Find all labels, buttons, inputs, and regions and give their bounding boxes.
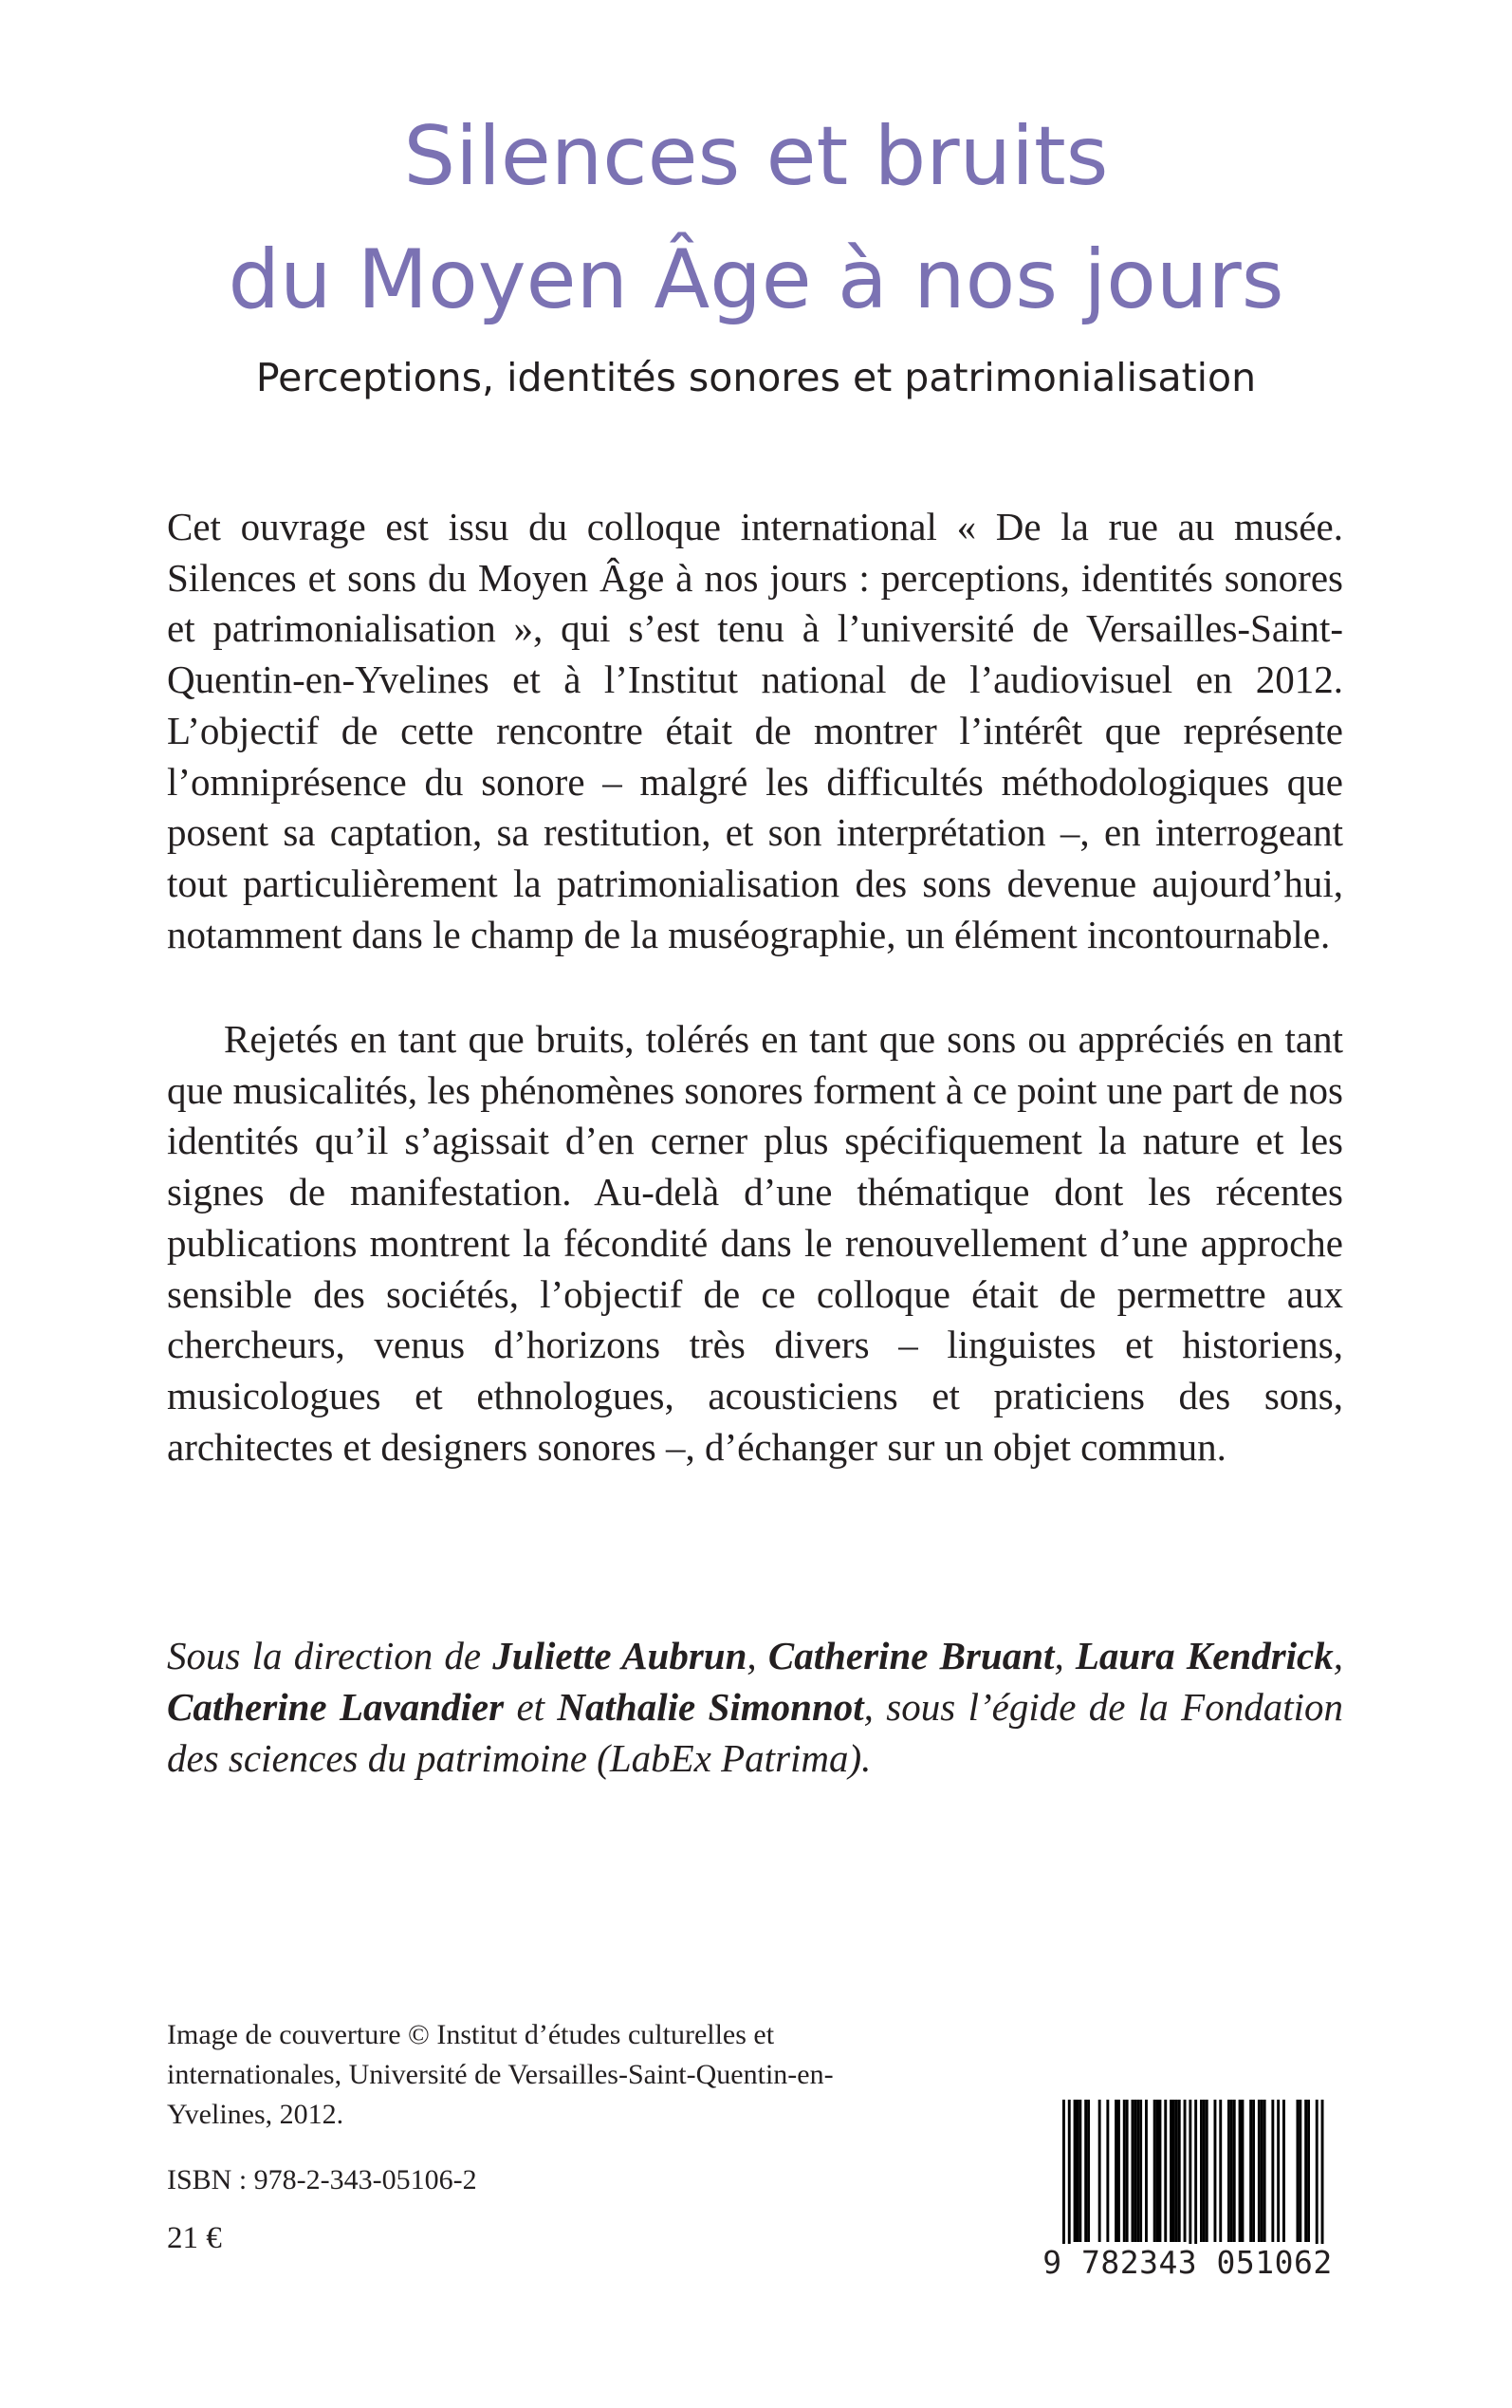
barcode-digits: 9 782343 051062 <box>1036 2244 1339 2282</box>
barcode-bar <box>1227 2100 1230 2242</box>
price: 21 € <box>167 2221 222 2255</box>
barcode-bar <box>1189 2100 1191 2261</box>
barcode-bar <box>1136 2100 1139 2242</box>
barcode-bar <box>1233 2100 1236 2242</box>
barcode-bar <box>1062 2100 1065 2261</box>
credits-separator: , <box>747 1634 768 1677</box>
barcode-bar <box>1258 2100 1261 2242</box>
blurb-paragraph-2: Rejetés en tant que bruits, tolérés en tant que sons ou appréciés en tant que musicalités, les phénomènes sonores forment à ce point une part de nos identités qu’il s’agissait d’en cerner plus spécifiquement la nature et les signes de manifestation. Au-delà d’une thématique dont les récentes publications montrent la fécondité dans le renouvellement d’une approche sensible des sociétés, l’objectif de ce colloque était de permettre aux chercheurs, venus d’horizons très divers – linguistes et historiens, musicologues et ethnologues, acousticiens et praticiens des sons, architectes et designers sonores –, d’échanger sur un objet commun. <box>167 1017 1343 1469</box>
barcode-bar <box>1175 2100 1178 2242</box>
barcode-bar <box>1087 2100 1090 2242</box>
barcode-bar <box>1297 2100 1300 2242</box>
editor-name: Juliette Aubrun <box>492 1634 747 1677</box>
credits-outro: , sous l’égide de la Fondation des sciences du patrimoine (LabEx Patrima). <box>167 1685 1343 1780</box>
barcode-bar <box>1172 2100 1175 2242</box>
barcode-bar <box>1156 2100 1159 2242</box>
barcode-bar <box>1132 2100 1134 2242</box>
barcode-bar <box>1200 2100 1203 2242</box>
barcode-bar <box>1194 2100 1197 2261</box>
barcode-bar <box>1282 2100 1285 2242</box>
barcode-bar <box>1164 2100 1167 2242</box>
barcode-bar <box>1170 2100 1172 2242</box>
barcode-bar <box>1230 2100 1233 2242</box>
barcode-bar <box>1074 2100 1077 2242</box>
barcode <box>1036 2100 1339 2286</box>
book-title-line-2: du Moyen Âge à nos jours <box>228 232 1284 327</box>
credits-separator: , <box>1054 1634 1076 1677</box>
barcode-bar <box>1153 2100 1156 2242</box>
barcode-bar <box>1139 2100 1142 2242</box>
credits-separator: et <box>504 1685 558 1729</box>
editorial-credits <box>167 1630 1343 1784</box>
barcode-bar <box>1126 2100 1129 2242</box>
barcode-bar <box>1242 2100 1245 2242</box>
barcode-bar <box>1206 2100 1208 2242</box>
barcode-bar <box>1219 2100 1222 2242</box>
barcode-bar <box>1321 2100 1324 2261</box>
barcode-bar <box>1263 2100 1266 2242</box>
barcode-bar <box>1178 2100 1181 2242</box>
barcode-bar <box>1249 2100 1252 2242</box>
editor-name: Catherine Bruant <box>767 1634 1055 1677</box>
barcode-bar <box>1271 2100 1274 2242</box>
barcode-bar <box>1115 2100 1117 2242</box>
barcode-bar <box>1106 2100 1109 2242</box>
barcode-bar <box>1299 2100 1301 2242</box>
barcode-bar <box>1079 2100 1081 2242</box>
barcode-bar <box>1145 2100 1148 2242</box>
barcode-bar <box>1098 2100 1101 2242</box>
barcode-bar <box>1077 2100 1079 2242</box>
barcode-bar <box>1252 2100 1255 2242</box>
barcode-bar <box>1203 2100 1206 2242</box>
book-subtitle: Perceptions, identités sonores et patrimonialisation <box>255 355 1257 400</box>
blurb-paragraph-1: Cet ouvrage est issu du colloque international « De la rue au musée. Silences et sons du Moyen Âge à nos jours : perceptions, identités sonores et patrimonialisation », qui s’est tenu à l’université de Versailles-Saint-Quentin-en-Yvelines et à l’Institut national de l’audiovisuel en 2012. L’objectif de cette rencontre était de montrer l’intérêt que représente l’omniprésence du sonore – malgré les difficultés méthodologiques que posent sa captation, sa restitution, et son interprétation –, en interrogeant tout particulièrement la patrimonialisation des sons devenue aujourd’hui, notamment dans le champ de la muséographie, un élément incontournable. <box>167 505 1343 956</box>
barcode-bar <box>1304 2100 1307 2242</box>
editor-name: Nathalie Simonnot <box>557 1685 864 1729</box>
barcode-bar <box>1184 2100 1187 2242</box>
credits-separator: , <box>1333 1634 1344 1677</box>
book-title-line-1: Silences et bruits <box>403 109 1109 204</box>
credits-intro: Sous la direction de <box>167 1634 493 1677</box>
barcode-bar <box>1261 2100 1263 2242</box>
barcode-bar <box>1134 2100 1136 2242</box>
barcode-bar <box>1239 2100 1242 2242</box>
isbn: ISBN : 978-2-343-05106-2 <box>167 2164 477 2195</box>
barcode-bar <box>1084 2100 1087 2242</box>
editor-name: Catherine Lavandier <box>167 1685 505 1729</box>
barcode-bar <box>1117 2100 1120 2242</box>
barcode-bar <box>1123 2100 1126 2242</box>
barcode-bar <box>1214 2100 1217 2242</box>
barcode-bar <box>1307 2100 1310 2242</box>
barcode-bar <box>1277 2100 1280 2242</box>
barcode-bar <box>1316 2100 1318 2261</box>
cover-image-credit: Image de couverture © Institut d’études culturelles et internationales, Université de Versailles-Saint-Quentin-en-Yvelines, 2012. <box>167 2019 834 2130</box>
editor-name: Laura Kendrick <box>1075 1634 1334 1677</box>
barcode-bar <box>1068 2100 1071 2261</box>
barcode-bar <box>1159 2100 1162 2242</box>
